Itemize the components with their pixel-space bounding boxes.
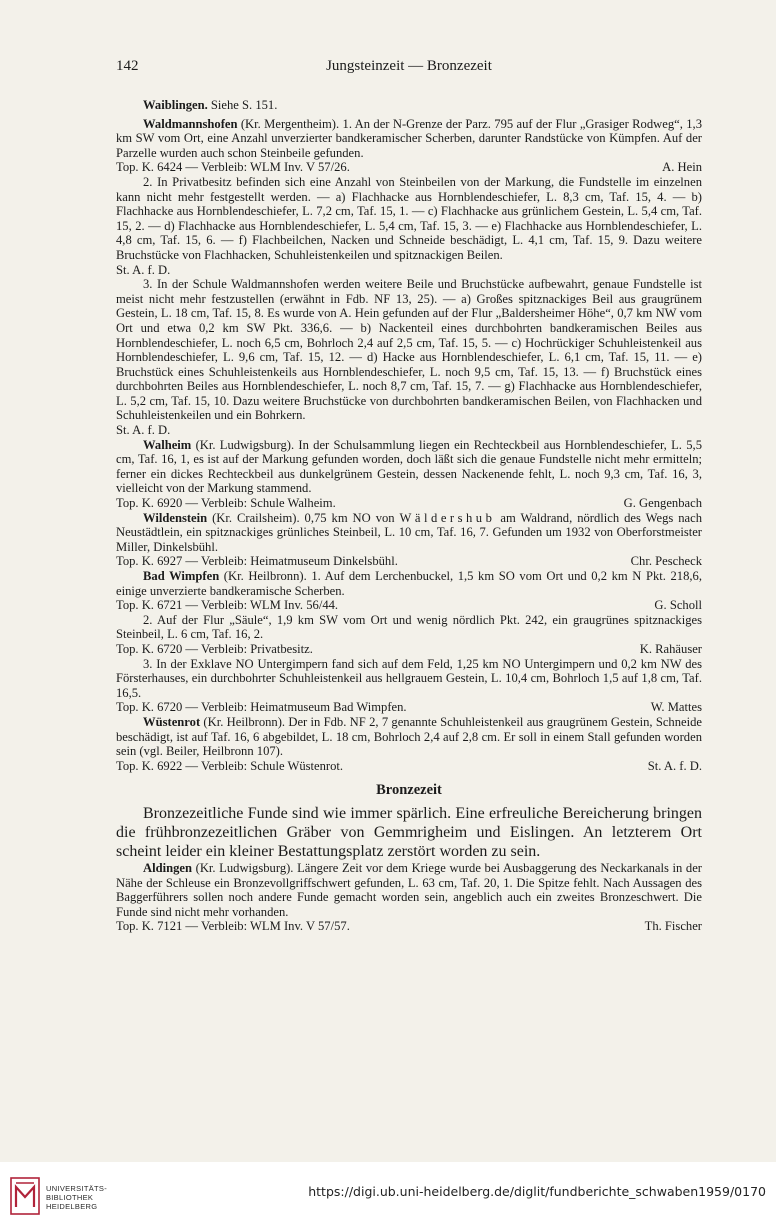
reference-line: Top. K. 6720 — Verbleib: Heimatmuseum Bad Wimpfen. W. Mattes	[116, 700, 702, 715]
reference-line: Top. K. 6721 — Verbleib: WLM Inv. 56/44. G. Scholl	[116, 598, 702, 613]
paragraph: 3. In der Schule Waldmannshofen werden weitere Beile und Bruchstücke aufbewahrt, genaue Fundstelle ist meist nicht mehr festzustellen (erwähnt in Fdb. NF 13, 25). — a) Großes spitznackiges Beil aus graugrünem Gestein, L. 18 cm, Taf. 15, 8. Es wurde von A. Hein gefunden auf der Flur „Baldersheimer Höhe“, 0,7 km NW vom Ort und etwa 0,2 km SW Pkt. 336,6. — b) Nackenteil eines durchbohrten bandkeramischen Beiles aus Hornblendeschiefer, L. noch 6,5 cm, Bohrloch 2,4 auf 2,5 cm, Taf. 15, 5. — c) Hochrückiger Schuhleistenkeil aus Hornblendeschiefer, L. 9,6 cm, Taf. 15, 12. — d) Hacke aus Hornblendeschiefer, L. 6,1 cm, Taf. 15, 11. — e) Bruchstück eines Schuhleistenkeils aus Hornblendeschiefer, L. noch 9,5 cm, Taf. 15, 13. — f) Bruchstück eines durchbohrten Beiles aus Hornblendeschiefer, L. noch 8,7 cm, Taf. 15, 7. — g) Flachhacke aus Hornblendeschiefer, L. 5,2 cm, Taf. 15, 10. Dazu weitere Bruchstücke von durchbohrten bandkeramischen Beilen, von Flachhacken und Schuhleistenkeilen und ein Bohrkern.	[116, 277, 702, 423]
author: W. Mattes	[650, 700, 702, 715]
entry-name: Bad Wimpfen	[143, 569, 220, 583]
reference-line: Top. K. 6424 — Verbleib: WLM Inv. V 57/26. A. Hein	[116, 160, 702, 175]
section-heading: Bronzezeit	[376, 782, 442, 799]
entry-wuestenrot: Wüstenrot (Kr. Heilbronn). Der in Fdb. NF 2, 7 genannte Schuhleistenkeil aus graugrünem Gestein, Schneide beschädigt, ist auf Taf. 16, 6 abgebildet, L. 18 cm, Bohrloch 2,4 auf 2,8 cm. Er soll in einem Stall gefunden worden sein (vgl. Beiler, Heilbronn 107).	[116, 714, 702, 759]
entry-waiblingen: Waiblingen. Siehe S. 151.	[143, 98, 278, 112]
entry-wildenstein: Wildenstein (Kr. Crailsheim). 0,75 km NO von Wäldershub am Waldrand, nördlich des Wegs nach Neustädtlein, ein spitznackiges grünliches Steinbeil, L. 10 cm, Taf. 16, 7. Gefunden um 1932 von Oberforstmeister Miller, Dinkelsbühl.	[116, 510, 702, 554]
author: Th. Fischer	[644, 919, 702, 934]
author: G. Scholl	[654, 598, 702, 613]
permalink-url[interactable]: https://digi.ub.uni-heidelberg.de/diglit/fundberichte_schwaben1959/0170	[308, 1184, 766, 1199]
entry-name: Wildenstein	[143, 510, 208, 525]
entry-name: Wüstenrot	[143, 714, 201, 729]
paragraph: 2. In Privatbesitz befinden sich eine Anzahl von Steinbeilen von der Markung, die Fundstelle im einzelnen kann nicht mehr festgestellt werden. — a) Flachhacke aus Hornblendeschiefer, L. 8,3 cm, Taf. 15, 4. — b) Flachhacke aus Hornblendeschiefer, L. 7,2 cm, Taf. 15, 1. — c) Flachhacke aus grünlichem Gestein, L. 5,4 cm, Taf. 15, 2. — d) Flachhacke aus Hornblendeschiefer, L. 5,4 cm, Taf. 15, 3. — e) Flachhacke aus Hornblendeschiefer, L. 4,8 cm, Taf. 15, 6. — f) Flachbeilchen, Nacken und Schneide beschädigt, L. 4,1 cm, Taf. 15, 9. Dazu weitere Bruchstücke von Flachhacken, Schuhleistenkeilen und spitznackigen Beilen.	[116, 174, 702, 262]
place-name: Wäldershub	[399, 510, 496, 525]
author: G. Gengenbach	[623, 496, 702, 511]
author: St. A. f. D.	[116, 262, 171, 277]
entry-name: Waldmannshofen	[143, 116, 238, 131]
article-body	[116, 98, 702, 934]
entry-name: Aldingen	[143, 860, 192, 875]
entry-bad-wimpfen: Bad Wimpfen (Kr. Heilbronn). 1. Auf dem Lerchenbuckel, 1,5 km SO vom Ort und 0,2 km N Pkt. 218,6, einige unverzierte bandkeramische Scherben.	[116, 569, 702, 598]
entry-name: Walheim	[143, 437, 192, 452]
running-title: Jungsteinzeit — Bronzezeit	[326, 58, 492, 74]
reference-line: Top. K. 6922 — Verbleib: Schule Wüstenrot. St. A. f. D.	[116, 758, 702, 773]
entry-aldingen: Aldingen (Kr. Ludwigsburg). Längere Zeit vor dem Kriege wurde bei Ausbaggerung des Neckarkanals in der Nähe der Schleuse ein Bronzevollgriffschwert gefunden, L. 63 cm, Taf. 20, 1. Die Spitze fehlt. Nach Aussagen des Baggerführers sollen noch andere Funde gemacht worden sein, angeblich auch ein zweites Bronzeschwert. Die Funde sind nicht mehr vorhanden.	[116, 860, 702, 919]
reference-line: Top. K. 6927 — Verbleib: Heimatmuseum Dinkelsbühl. Chr. Pescheck	[116, 554, 702, 569]
reference-line: Top. K. 7121 — Verbleib: WLM Inv. V 57/57. Th. Fischer	[116, 919, 702, 934]
paragraph: 3. In der Exklave NO Untergimpern fand sich auf dem Feld, 1,25 km NO Untergimpern und 0,2 km NW des Försterhauses, ein durchbohrter Schuhleistenkeil aus hellgrauem Gestein, L. 10,4 cm, Bohrloch 1,5 auf 1,8 cm, Taf. 16,5.	[116, 656, 702, 700]
entry-walheim: Walheim (Kr. Ludwigsburg). In der Schulsammlung liegen ein Rechteckbeil aus Hornblendeschiefer, L. 5,5 cm, Taf. 16, 1, es ist auf der Markung gefunden worden, doch läßt sich die genaue Fundstelle nicht mehr ermitteln; ferner ein dickes Rechteckbeil aus dunkelgrünem Gestein, dessen Nackenende fehlt, L. noch 9,3 cm, Taf. 16, 3, vielleicht von der Markung stammend.	[116, 437, 702, 496]
author: Chr. Pescheck	[630, 554, 702, 569]
author: K. Rahäuser	[639, 641, 702, 656]
page-header	[116, 58, 702, 80]
author: A. Hein	[662, 160, 702, 175]
library-name: UNIVERSITÄTS- BIBLIOTHEK HEIDELBERG	[46, 1184, 107, 1211]
heidelberg-library-logo-icon[interactable]	[10, 1177, 40, 1215]
page-number: 142	[116, 58, 139, 74]
section-intro: Bronzezeitliche Funde sind wie immer spärlich. Eine erfreuliche Bereicherung bringen die frühbronzezeitlichen Gräber von Gemmrigheim und Eislingen. An letzterem Ort scheint leider ein kleiner Bestattungsplatz zerstört worden zu sein.	[116, 804, 702, 860]
paragraph: 2. Auf der Flur „Säule“, 1,9 km SW vom Ort und wenig nördlich Pkt. 242, ein graugrünes spitznackiges Steinbeil, L. 6 cm, Taf. 16, 2.	[116, 612, 702, 642]
reference-line: Top. K. 6920 — Verbleib: Schule Walheim. G. Gengenbach	[116, 496, 702, 511]
entry-waldmannshofen: Waldmannshofen (Kr. Mergentheim). 1. An der N-Grenze der Parz. 795 auf der Flur „Grasiger Rodweg“, 1,3 km SW vom Ort, eine Anzahl unverzierter bandkeramischer Scherben, darunter Randstücke von Kümpfen. Auf der Parzelle wurden auch schon Steinbeile gefunden.	[116, 116, 702, 160]
author: St. A. f. D.	[116, 423, 171, 438]
author: St. A. f. D.	[647, 758, 702, 773]
entry-name: Waiblingen.	[143, 98, 208, 112]
reference-line: Top. K. 6720 — Verbleib: Privatbesitz. K. Rahäuser	[116, 641, 702, 656]
